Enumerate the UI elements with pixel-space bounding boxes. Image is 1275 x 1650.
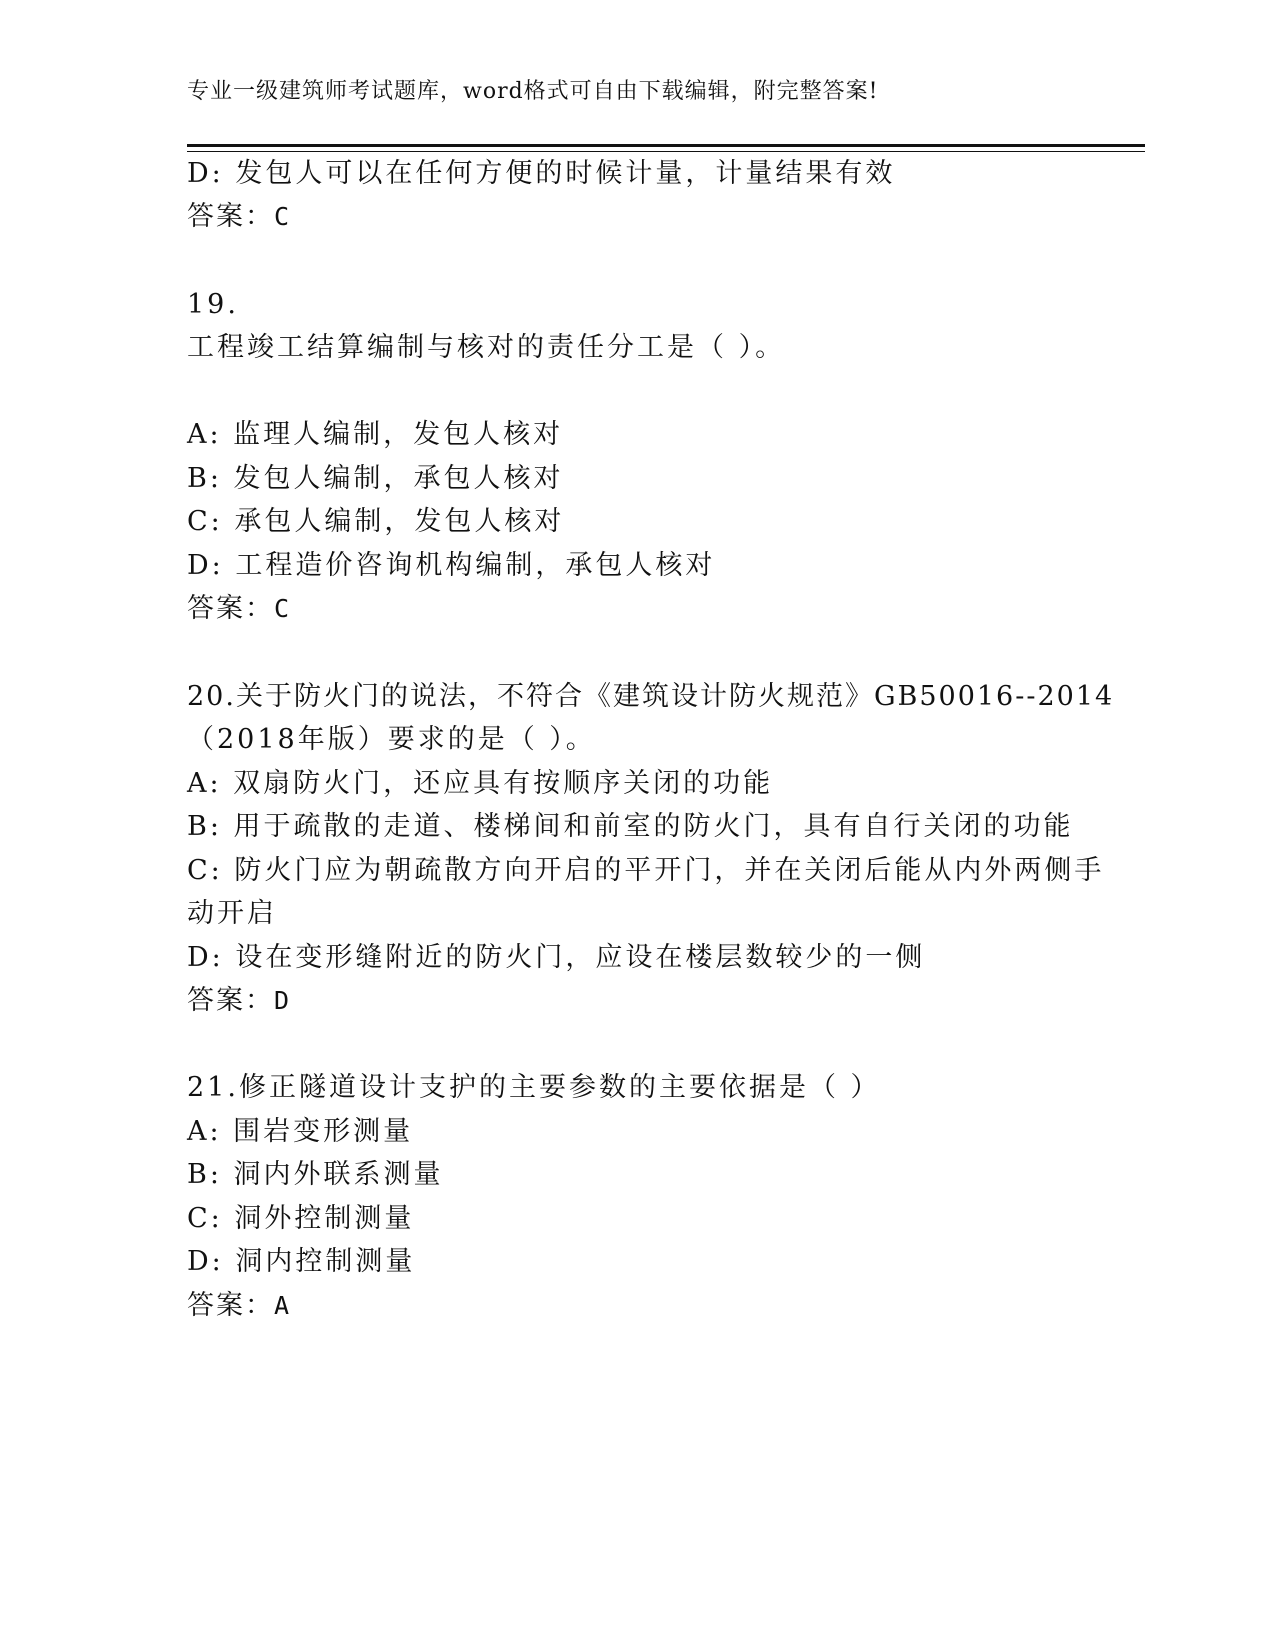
answer-value: C — [274, 594, 290, 623]
q20-stem-line2: （2018年版）要求的是（ ）。 — [187, 724, 596, 755]
q19-stem: 工程竣工结算编制与核对的责任分工是（ ）。 — [187, 332, 786, 363]
answer-value: D — [274, 986, 290, 1015]
q20-stem-line1: 20.关于防火门的说法，不符合《建筑设计防火规范》GB50016--2014 — [187, 681, 1115, 712]
answer-label: 答案： — [187, 985, 274, 1016]
q19-option-d: D: 工程造价咨询机构编制，承包人核对 — [187, 550, 716, 581]
q20-option-c-continued: 动开启 — [187, 898, 277, 929]
q21-option-b: B: 洞内外联系测量 — [187, 1159, 444, 1190]
q19-option-b: B: 发包人编制，承包人核对 — [187, 463, 564, 494]
q21-option-d: D: 洞内控制测量 — [187, 1246, 416, 1277]
q21-stem: 21.修正隧道设计支护的主要参数的主要依据是（ ） — [187, 1072, 881, 1103]
header-divider-thick — [187, 144, 1145, 147]
prev-option-d: D: 发包人可以在任何方便的时候计量，计量结果有效 — [187, 158, 896, 189]
q20-option-c: C: 防火门应为朝疏散方向开启的平开门，并在关闭后能从内外两侧手 — [187, 855, 1105, 886]
q20-answer — [187, 984, 289, 1018]
answer-label: 答案： — [187, 1290, 274, 1321]
q19-option-a: A: 监理人编制，发包人核对 — [187, 419, 564, 450]
q20-option-d: D: 设在变形缝附近的防火门，应设在楼层数较少的一侧 — [187, 942, 926, 973]
q21-option-c: C: 洞外控制测量 — [187, 1203, 415, 1234]
q20-option-b: B: 用于疏散的走道、楼梯间和前室的防火门，具有自行关闭的功能 — [187, 811, 1074, 842]
answer-label: 答案： — [187, 593, 274, 624]
header-divider-thin — [187, 151, 1145, 152]
answer-value: A — [274, 1291, 290, 1320]
q19-option-c: C: 承包人编制，发包人核对 — [187, 506, 565, 537]
q19-answer — [187, 592, 289, 626]
q20-option-a: A: 双扇防火门，还应具有按顺序关闭的功能 — [187, 768, 774, 799]
answer-label: 答案： — [187, 201, 274, 232]
answer-value: C — [274, 202, 290, 231]
q21-answer — [187, 1289, 289, 1323]
prev-answer — [187, 200, 289, 234]
q19-number: 19. — [187, 289, 239, 320]
q21-option-a: A: 围岩变形测量 — [187, 1116, 414, 1147]
page-header: 专业一级建筑师考试题库，word格式可自由下载编辑，附完整答案! — [187, 79, 879, 104]
